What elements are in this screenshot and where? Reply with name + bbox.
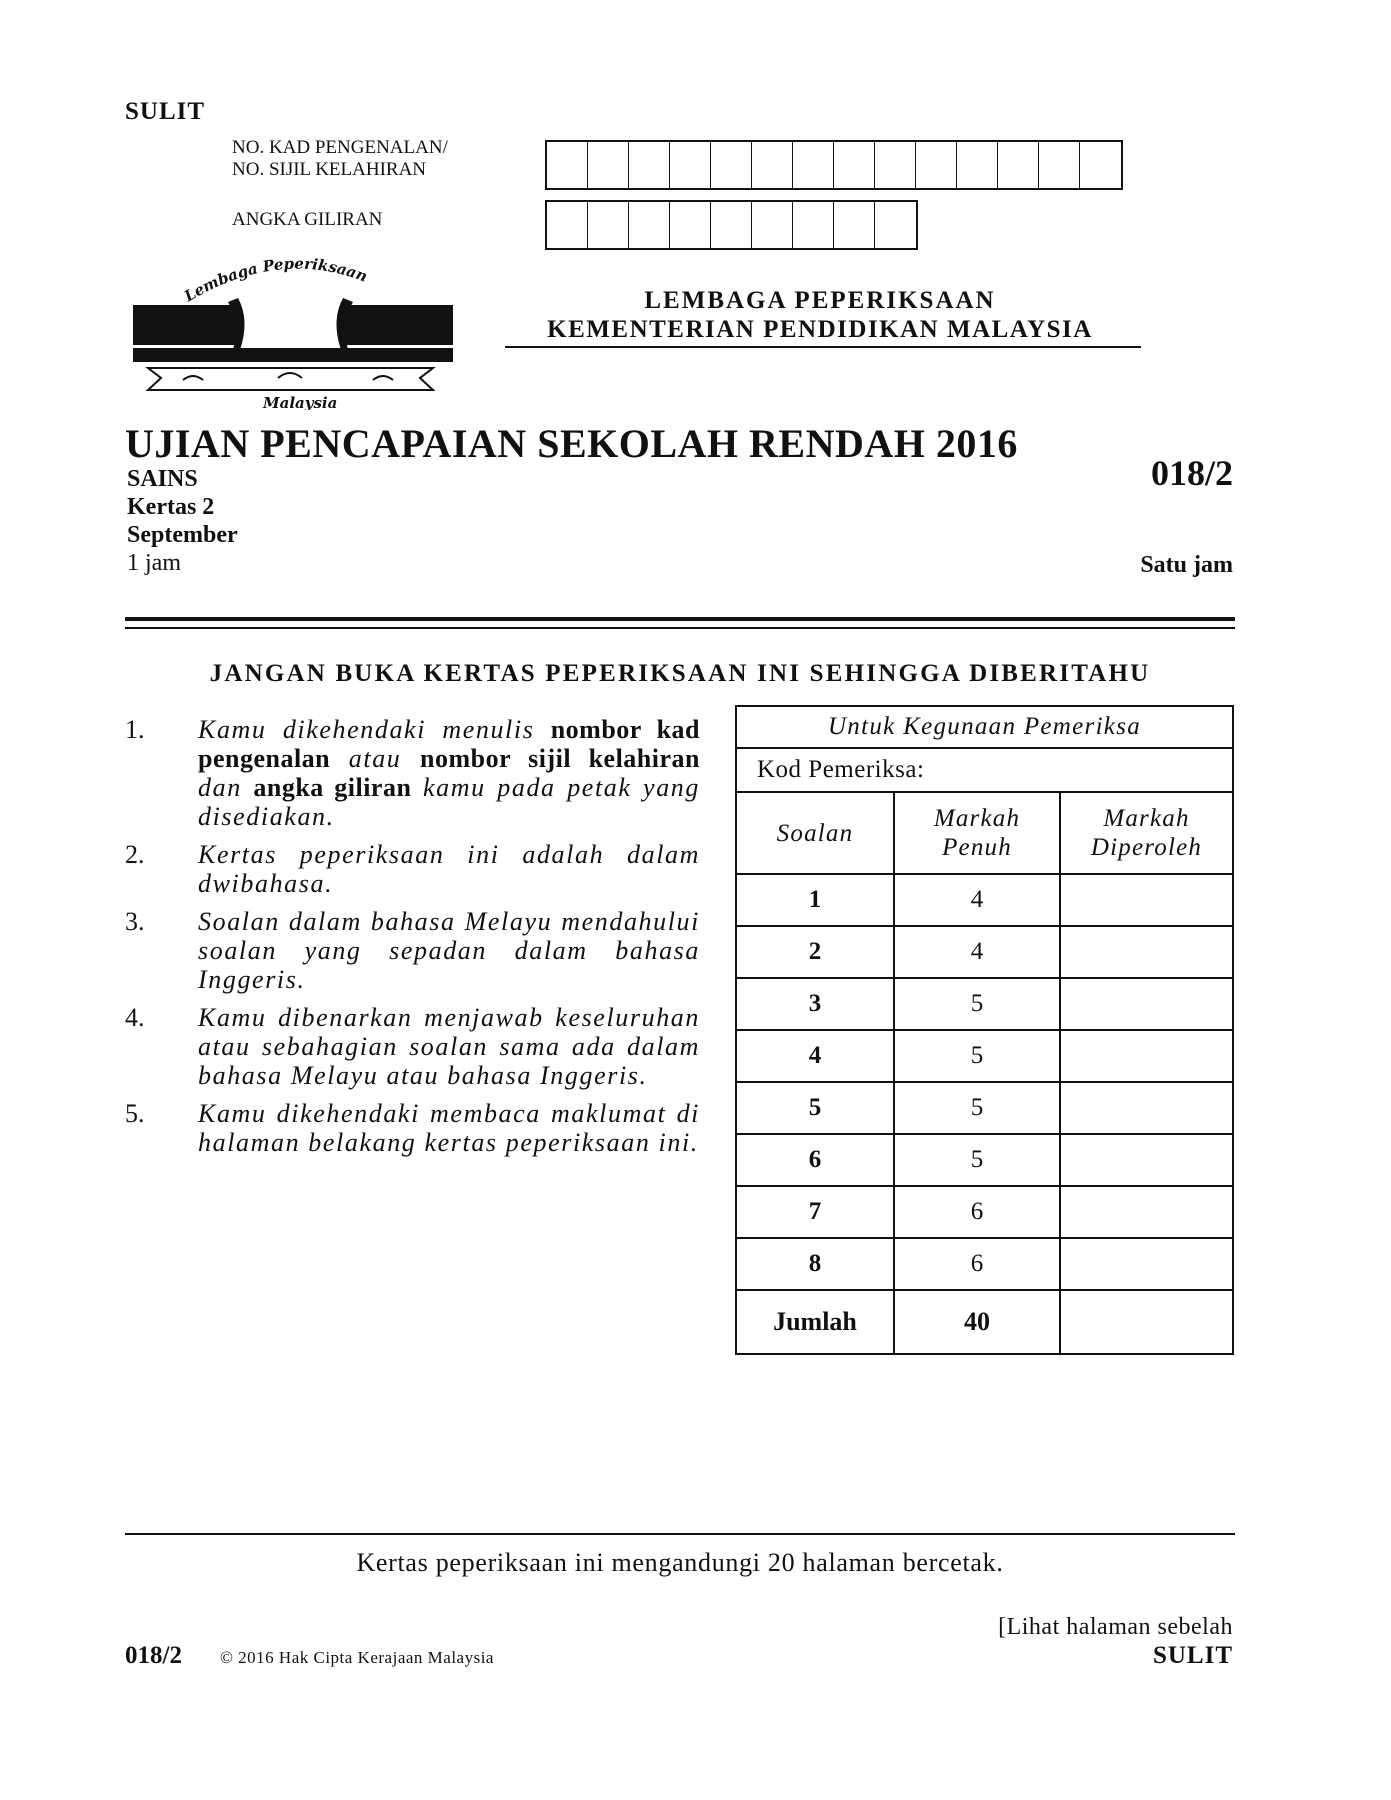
instruction-item: 4. Kamu dibenarkan menjawab keseluruhan atau sebahagian soalan sama ada dalam bahasa Melayu atau bahasa Inggeris.	[125, 1003, 700, 1090]
id-number-box[interactable]	[1080, 142, 1121, 188]
id-number-box[interactable]	[834, 142, 875, 188]
id-number-box[interactable]	[711, 142, 752, 188]
table-row: 1 4	[736, 874, 1233, 926]
id-number-box[interactable]	[670, 142, 711, 188]
footer-divider	[125, 1533, 1235, 1535]
turn-number-box[interactable]	[629, 202, 670, 248]
do-not-open-warning: JANGAN BUKA KERTAS PEPERIKSAAN INI SEHINGGA DIBERITAHU	[209, 660, 1151, 687]
examiner-code-field[interactable]: Kod Pemeriksa:	[736, 748, 1233, 792]
column-header-marks-obtained: Markah Diperoleh	[1060, 792, 1233, 874]
marks-obtained-cell[interactable]	[1060, 1134, 1233, 1186]
header-divider	[125, 617, 1235, 621]
marks-obtained-cell[interactable]	[1060, 1082, 1233, 1134]
organization-underline	[505, 346, 1141, 348]
logo-arc-text: Lembaga Peperiksaan	[181, 254, 370, 306]
total-marks-obtained-cell[interactable]	[1060, 1290, 1233, 1354]
marks-obtained-cell[interactable]	[1060, 1030, 1233, 1082]
examiner-table	[735, 705, 1234, 1355]
instructions-list	[125, 715, 700, 1166]
turn-number-label: ANGKA GILIRAN	[232, 209, 383, 230]
marks-obtained-cell[interactable]	[1060, 1238, 1233, 1290]
table-row: 8 6	[736, 1238, 1233, 1290]
id-number-box[interactable]	[916, 142, 957, 188]
instruction-item: 5. Kamu dikehendaki membaca maklumat di halaman belakang kertas peperiksaan ini.	[125, 1099, 700, 1157]
table-row: 5 5	[736, 1082, 1233, 1134]
instruction-item: 1. Kamu dikehendaki menulis nombor kad pengenalan atau nombor sijil kelahiran dan angka giliran kamu pada petak yang disediakan.	[125, 715, 700, 831]
organization-line2: KEMENTERIAN PENDIDIKAN MALAYSIA	[547, 316, 1093, 343]
instruction-item: 2. Kertas peperiksaan ini adalah dalam dwibahasa.	[125, 840, 700, 898]
id-number-box[interactable]	[1039, 142, 1080, 188]
classification-top: SULIT	[125, 98, 206, 125]
instruction-item: 3. Soalan dalam bahasa Melayu mendahului soalan yang sepadan dalam bahasa Inggeris.	[125, 907, 700, 994]
logo-bottom-text: Malaysia	[263, 394, 338, 410]
exam-duration: 1 jam	[127, 550, 181, 576]
id-number-box[interactable]	[629, 142, 670, 188]
id-number-box[interactable]	[752, 142, 793, 188]
id-number-box[interactable]	[793, 142, 834, 188]
table-row: 3 5	[736, 978, 1233, 1030]
exam-duration-words: Satu jam	[1140, 552, 1233, 578]
examiner-table-caption: Untuk Kegunaan Pemeriksa	[736, 706, 1233, 748]
organization-line1: LEMBAGA PEPERIKSAAN	[644, 287, 996, 314]
copyright-notice: © 2016 Hak Cipta Kerajaan Malaysia	[220, 1648, 494, 1667]
marks-obtained-cell[interactable]	[1060, 926, 1233, 978]
turn-number-box[interactable]	[588, 202, 629, 248]
id-number-boxes[interactable]	[545, 140, 1123, 190]
turn-number-box[interactable]	[875, 202, 916, 248]
svg-text:Lembaga Peperiksaan	[180, 255, 370, 306]
marks-obtained-cell[interactable]	[1060, 1186, 1233, 1238]
total-full-marks: 40	[894, 1290, 1060, 1354]
turn-number-boxes[interactable]	[545, 200, 918, 250]
next-page-note: [Lihat halaman sebelah	[998, 1614, 1233, 1640]
table-row: 4 5	[736, 1030, 1233, 1082]
exam-subject: SAINS	[127, 466, 198, 492]
id-number-box[interactable]	[875, 142, 916, 188]
id-number-box[interactable]	[588, 142, 629, 188]
table-row: 2 4	[736, 926, 1233, 978]
id-number-box[interactable]	[547, 142, 588, 188]
marks-obtained-cell[interactable]	[1060, 874, 1233, 926]
exam-paper: Kertas 2	[127, 494, 215, 520]
id-number-box[interactable]	[957, 142, 998, 188]
column-header-question: Soalan	[736, 792, 894, 874]
table-row: 7 6	[736, 1186, 1233, 1238]
turn-number-box[interactable]	[834, 202, 875, 248]
column-header-full-marks: Markah Penuh	[894, 792, 1060, 874]
total-row	[736, 1290, 1233, 1354]
turn-number-box[interactable]	[752, 202, 793, 248]
id-number-box[interactable]	[998, 142, 1039, 188]
table-row: 6 5	[736, 1134, 1233, 1186]
exam-code-footer: 018/2	[125, 1642, 182, 1669]
total-label: Jumlah	[736, 1290, 894, 1354]
turn-number-box[interactable]	[793, 202, 834, 248]
exam-title: UJIAN PENCAPAIAN SEKOLAH RENDAH 2016	[125, 421, 1018, 466]
header-divider-thin	[125, 627, 1235, 629]
turn-number-box[interactable]	[670, 202, 711, 248]
exam-code: 018/2	[1150, 453, 1233, 493]
exam-board-logo	[128, 250, 458, 410]
page-count-note: Kertas peperiksaan ini mengandungi 20 halaman bercetak.	[356, 1548, 1004, 1577]
turn-number-box[interactable]	[547, 202, 588, 248]
marks-obtained-cell[interactable]	[1060, 978, 1233, 1030]
classification-bottom: SULIT	[1152, 1642, 1233, 1669]
id-number-label: NO. KAD PENGENALAN/ NO. SIJIL KELAHIRAN	[232, 137, 448, 180]
turn-number-box[interactable]	[711, 202, 752, 248]
exam-month: September	[127, 522, 238, 548]
